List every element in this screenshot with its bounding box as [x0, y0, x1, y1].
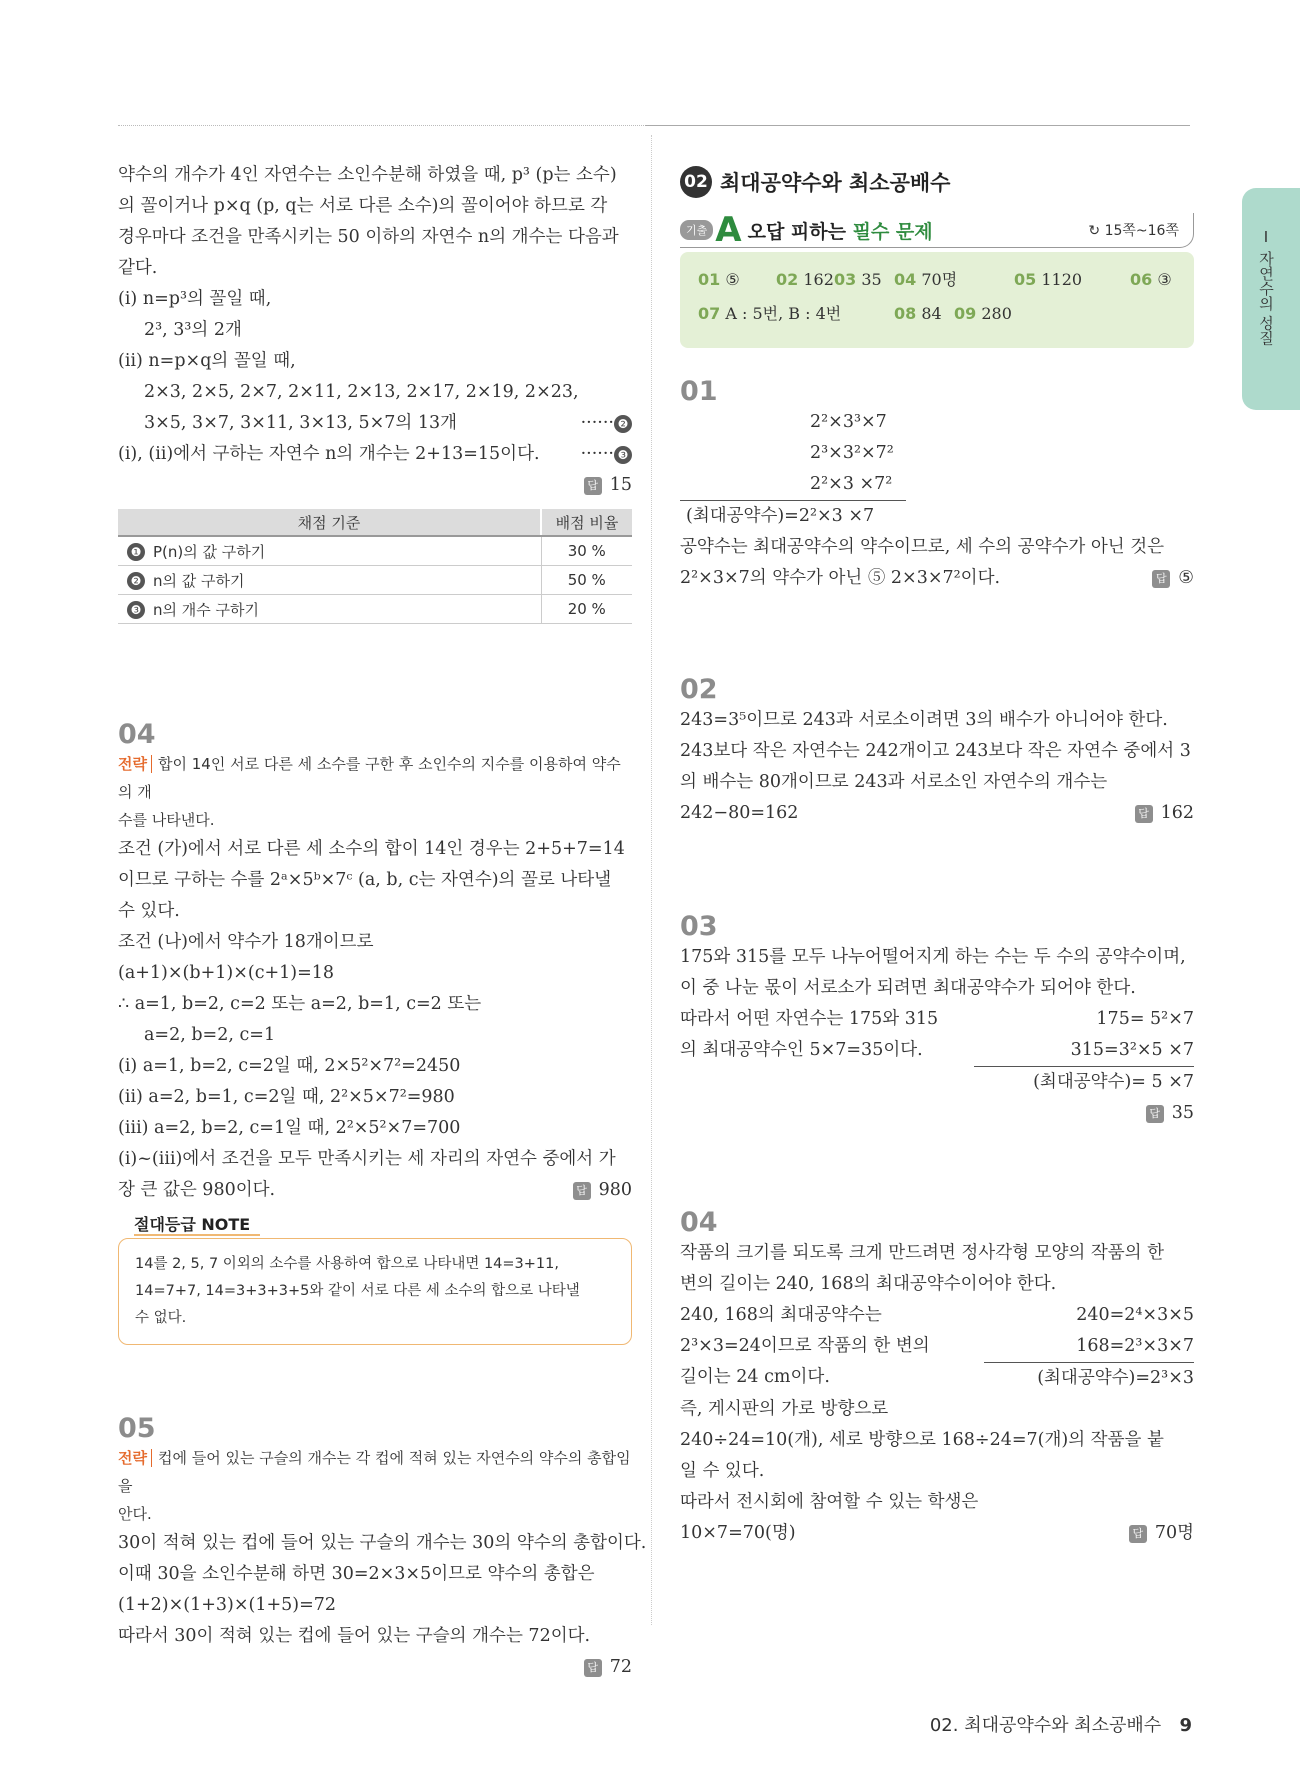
sub-title: 오답 피하는 필수 문제 [747, 220, 933, 243]
text-line: 의 배수는 80개이므로 243과 서로소인 자연수의 개수는 [680, 772, 1108, 792]
answer-icon: 답 [1129, 1525, 1147, 1543]
scoring-table [118, 509, 632, 624]
text-line: 2²×3×7의 약수가 아닌 ⑤ 2×3×7²이다. [680, 568, 1001, 588]
case2-head: (ⅱ) n=p×q의 꼴일 때, [118, 351, 296, 371]
text-line: 의 꼴이거나 p×q (p, q는 서로 다른 소수)의 꼴이어야 하므로 각 [118, 196, 608, 216]
table-header: 배점 비율 [541, 509, 632, 536]
problem-02 [680, 674, 1194, 829]
answer-key-box [680, 252, 1194, 348]
text-line: (a+1)×(b+1)×(c+1)=18 [118, 963, 335, 983]
refresh-icon: ↻ [1088, 223, 1101, 239]
case1-body: 2³, 3³의 2개 [144, 320, 242, 340]
answer: 답 70명 [1129, 1518, 1194, 1549]
text-line: 의 최대공약수인 5×7=35이다. [680, 1040, 923, 1060]
top-rule-right [645, 125, 1190, 126]
answer-icon: 답 [584, 477, 602, 495]
text-line: 이때 30을 소인수분해 하면 30=2×3×5이므로 약수의 총합은 [118, 1564, 595, 1584]
text-line: 같다. [118, 258, 158, 278]
problem-number: 04 [118, 719, 156, 750]
intro-paragraph [118, 160, 632, 284]
answer: 답 72 [118, 1652, 632, 1683]
answer-icon: 답 [573, 1182, 591, 1200]
text-line: 2³×3=24이므로 작품의 한 변의 [680, 1336, 930, 1356]
step-mark: ······ ❷ [581, 408, 632, 439]
page-footer [930, 1711, 1192, 1737]
text-line: 일 수 있다. [680, 1461, 765, 1481]
text-line: 조건 (가)에서 서로 다른 세 소수의 합이 14인 경우는 2+5+7=14 [118, 839, 625, 859]
right-column [680, 165, 1194, 1549]
note-label: 절대등급 NOTE [134, 1212, 632, 1238]
text-line: 따라서 어떤 자연수는 175와 315 [680, 1009, 939, 1029]
gcd-calculation: 2²×3³×7 2³×3²×7² 2²×3 ×7² (최대공약수)=2²×3 ×7 [680, 407, 906, 532]
problem-number: 02 [680, 674, 718, 705]
section-number-badge: 02 [680, 166, 712, 198]
answer: 답 162 [1135, 798, 1194, 829]
step-mark: ······ ❸ [581, 439, 632, 470]
text-line: ∴ a=1, b=2, c=2 또는 a=2, b=1, c=2 또는 [118, 994, 482, 1014]
text-line: (ⅱ) a=2, b=1, c=2일 때, 2²×5×7²=980 [118, 1087, 455, 1107]
problem-01 [680, 376, 1194, 594]
answer-icon: 답 [1146, 1105, 1164, 1123]
text-line: 30이 적혀 있는 컵에 들어 있는 구슬의 개수는 30의 약수의 총합이다. [118, 1533, 647, 1553]
text-line: 따라서 전시회에 참여할 수 있는 학생은 [680, 1492, 979, 1512]
page-range: ↻ 15쪽~16쪽 [1088, 223, 1179, 239]
text-line: 조건 (나)에서 약수가 18개이므로 [118, 932, 374, 952]
answer: 답 ⑤ [1152, 563, 1194, 594]
sub-tag: 기출 [680, 220, 713, 240]
text-line: (ⅰ)~(ⅲ)에서 조건을 모두 만족시키는 세 자리의 자연수 중에서 가 [118, 1149, 616, 1169]
strategy: 전략 컵에 들어 있는 구슬의 개수는 각 컵에 적혀 있는 자연수의 약수의 총합임을 안다. [118, 1449, 631, 1523]
text-line: 변의 길이는 240, 168의 최대공약수이어야 한다. [680, 1274, 1057, 1294]
text-line: 이므로 구하는 수를 2ᵃ×5ᵇ×7ᶜ (a, b, c는 자연수)의 꼴로 나타낼 [118, 870, 612, 890]
problem-04 [118, 719, 632, 1345]
page-number: 9 [1179, 1715, 1192, 1736]
text-line: 경우마다 조건을 만족시키는 50 이하의 자연수 n의 개수는 다음과 [118, 227, 619, 247]
column-divider [651, 135, 652, 1625]
problem-05 [118, 1413, 647, 1683]
strategy-tag: 전략 [118, 755, 152, 773]
text-line: a=2, b=2, c=1 [144, 1025, 276, 1045]
table-row: ❸ n의 개수 구하기 20 % [118, 595, 632, 624]
text-line: (ⅰ) a=1, b=2, c=2일 때, 2×5²×7²=2450 [118, 1056, 461, 1076]
conclusion: (ⅰ), (ⅱ)에서 구하는 자연수 n의 개수는 2+13=15이다. [118, 444, 540, 464]
case1-head: (ⅰ) n=p³의 꼴일 때, [118, 289, 272, 309]
case2-body: 2×3, 2×5, 2×7, 2×11, 2×13, 2×17, 2×19, 2×23, [144, 382, 579, 402]
problem-number: 05 [118, 1413, 156, 1444]
sub-header [680, 210, 1194, 250]
problem-number: 03 [680, 911, 718, 942]
text-line: (1+2)×(1+3)×(1+5)=72 [118, 1595, 337, 1615]
chapter-side-tab[interactable] [1242, 188, 1300, 410]
text-line: 수 있다. [118, 901, 180, 921]
gcd-calculation: 240=2⁴×3×5 168=2³×3×7 (최대공약수)=2³×3 [984, 1300, 1194, 1394]
table-row: ❶ P(n)의 값 구하기 30 % [118, 536, 632, 566]
side-tab-label: Ⅰ 자연수의 성질 [1257, 228, 1275, 346]
table-header: 채점 기준 [118, 509, 541, 536]
text-line: 길이는 24 cm이다. [680, 1367, 830, 1387]
answer-key-row: 01 ⑤ 02 162 03 35 04 70명 05 1120 06 ③ [698, 270, 1172, 289]
text-line: 175와 315를 모두 나누어떨어지게 하는 수는 두 수의 공약수이며, [680, 947, 1186, 967]
text-line: 공약수는 최대공약수의 약수이므로, 세 수의 공약수가 아닌 것은 [680, 537, 1165, 557]
text-line: 10×7=70(명) [680, 1523, 796, 1543]
sub-letter: A [715, 210, 742, 250]
answer: 답 980 [573, 1175, 632, 1206]
note-box: 14를 2, 5, 7 이외의 소수를 사용하여 합으로 나타내면 14=3+11, 14=7+7, 14=3+3+3+5와 같이 서로 다른 세 소수의 합으로 나타낼 수 없다. [118, 1238, 632, 1345]
text-line: 즉, 게시판의 가로 방향으로 [680, 1399, 889, 1419]
answer-key-row: 07 A : 5번, B : 4번 08 84 09 280 [698, 304, 1012, 323]
problem-number: 01 [680, 376, 718, 407]
problem-04-right [680, 1207, 1194, 1549]
section-header [680, 165, 1194, 199]
text-line: 작품의 크기를 되도록 크게 만드려면 정사각형 모양의 작품의 한 [680, 1243, 1165, 1263]
text-line: 240, 168의 최대공약수는 [680, 1305, 882, 1325]
footer-title: 02. 최대공약수와 최소공배수 [929, 1715, 1162, 1736]
text-line: 이 중 나눈 몫이 서로소가 되려면 최대공약수가 되어야 한다. [680, 978, 1136, 998]
table-row: ❷ n의 값 구하기 50 % [118, 566, 632, 595]
answer-icon: 답 [1135, 805, 1153, 823]
answer-icon: 답 [1152, 570, 1170, 588]
problem-number: 04 [680, 1207, 718, 1238]
gcd-calculation: 175= 5²×7 315=3²×5 ×7 (최대공약수)= 5 ×7 [974, 1004, 1194, 1098]
text-line: 242−80=162 [680, 803, 799, 823]
top-rule-left [118, 125, 648, 126]
strategy: 전략 합이 14인 서로 다른 세 소수를 구한 후 소인수의 지수를 이용하여 약수의 개 수를 나타낸다. [118, 755, 621, 829]
text-line: 약수의 개수가 4인 자연수는 소인수분해 하였을 때, p³ (p는 소수) [118, 165, 617, 185]
strategy-tag: 전략 [118, 1449, 152, 1467]
text-line: 240÷24=10(개), 세로 방향으로 168÷24=7(개)의 작품을 붙 [680, 1430, 1164, 1450]
text-line: 장 큰 값은 980이다. [118, 1180, 276, 1200]
answer: 답 35 [680, 1098, 1194, 1129]
text-line: 243보다 작은 자연수는 242개이고 243보다 작은 자연수 중에서 3 [680, 741, 1191, 761]
section-title: 최대공약수와 최소공배수 [720, 171, 951, 195]
answer: 답 15 [118, 470, 632, 501]
problem-03 [680, 911, 1194, 1129]
text-line: (ⅲ) a=2, b=2, c=1일 때, 2²×5²×7=700 [118, 1118, 461, 1138]
text-line: 243=3⁵이므로 243과 서로소이려면 3의 배수가 아니어야 한다. [680, 710, 1168, 730]
answer-icon: 답 [584, 1659, 602, 1677]
text-line: 따라서 30이 적혀 있는 컵에 들어 있는 구슬의 개수는 72이다. [118, 1626, 591, 1646]
left-column [118, 160, 647, 1683]
case2-body: 3×5, 3×7, 3×11, 3×13, 5×7의 13개 [144, 413, 458, 433]
